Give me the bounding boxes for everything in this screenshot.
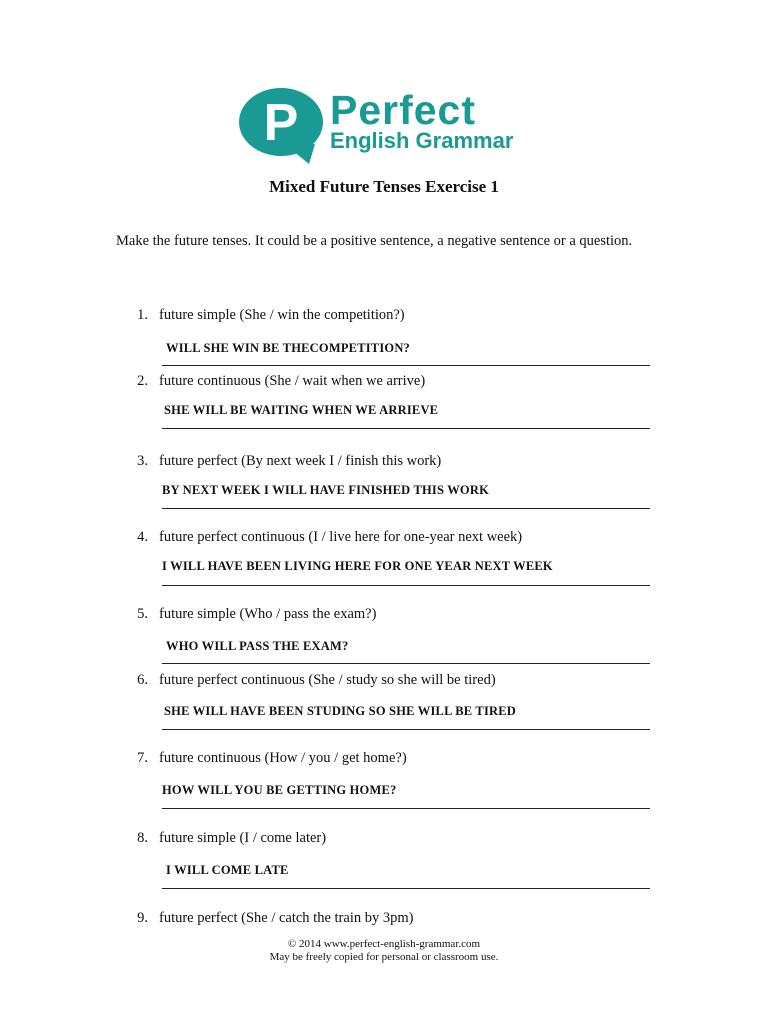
- footer: [0, 938, 768, 964]
- item-answer[interactable]: HOW WILL YOU BE GETTING HOME?: [162, 783, 397, 797]
- item-number: 6.: [137, 672, 148, 688]
- item-question: future perfect (By next week I / finish this work): [159, 453, 442, 469]
- item-number: 5.: [137, 606, 148, 622]
- item-number: 2.: [137, 373, 148, 389]
- answer-line: [162, 888, 650, 889]
- item-answer[interactable]: BY NEXT WEEK I WILL HAVE FINISHED THIS WORK: [162, 483, 489, 497]
- item-number: 8.: [137, 830, 148, 846]
- item-question: future simple (Who / pass the exam?): [159, 606, 377, 622]
- item-question: future continuous (She / wait when we arrive): [159, 373, 426, 389]
- answer-line: [162, 365, 650, 366]
- item-question: future simple (I / come later): [159, 830, 327, 846]
- item-number: 9.: [137, 910, 148, 926]
- item-number: 4.: [137, 529, 148, 545]
- item-answer[interactable]: SHE WILL BE WAITING WHEN WE ARRIEVE: [164, 403, 439, 417]
- item-number: 7.: [137, 750, 148, 766]
- answer-line: [162, 729, 650, 730]
- logo-brand-line1: Perfect: [330, 87, 477, 133]
- answer-line: [162, 428, 650, 429]
- answer-line: [162, 585, 650, 586]
- footer-license: May be freely copied for personal or classroom use.: [269, 951, 499, 963]
- item-answer[interactable]: I WILL HAVE BEEN LIVING HERE FOR ONE YEAR NEXT WEEK: [162, 559, 553, 573]
- answer-line: [162, 808, 650, 809]
- answer-line: [162, 508, 650, 509]
- logo-brand-line2: English Grammar: [330, 128, 514, 153]
- page-title: Mixed Future Tenses Exercise 1: [269, 177, 499, 196]
- item-question: future perfect (She / catch the train by 3pm): [159, 910, 414, 926]
- item-answer[interactable]: SHE WILL HAVE BEEN STUDING SO SHE WILL BE TIRED: [164, 704, 517, 718]
- item-number: 3.: [137, 453, 148, 469]
- item-answer[interactable]: WHO WILL PASS THE EXAM?: [166, 639, 349, 653]
- item-answer[interactable]: I WILL COME LATE: [166, 863, 289, 877]
- logo-letter: P: [263, 94, 299, 152]
- item-answer[interactable]: WILL SHE WIN BE THECOMPETITION?: [166, 341, 410, 355]
- answer-line: [162, 663, 650, 664]
- item-question: future perfect continuous (I / live here for one-year next week): [159, 529, 523, 545]
- item-question: future continuous (How / you / get home?): [159, 750, 407, 766]
- footer-copyright: © 2014 www.perfect-english-grammar.com: [287, 938, 481, 950]
- instructions: Make the future tenses. It could be a positive sentence, a negative sentence or a question.: [116, 233, 633, 249]
- item-question: future perfect continuous (She / study so she will be tired): [159, 672, 496, 688]
- item-number: 1.: [137, 307, 148, 323]
- item-question: future simple (She / win the competition?): [159, 307, 405, 323]
